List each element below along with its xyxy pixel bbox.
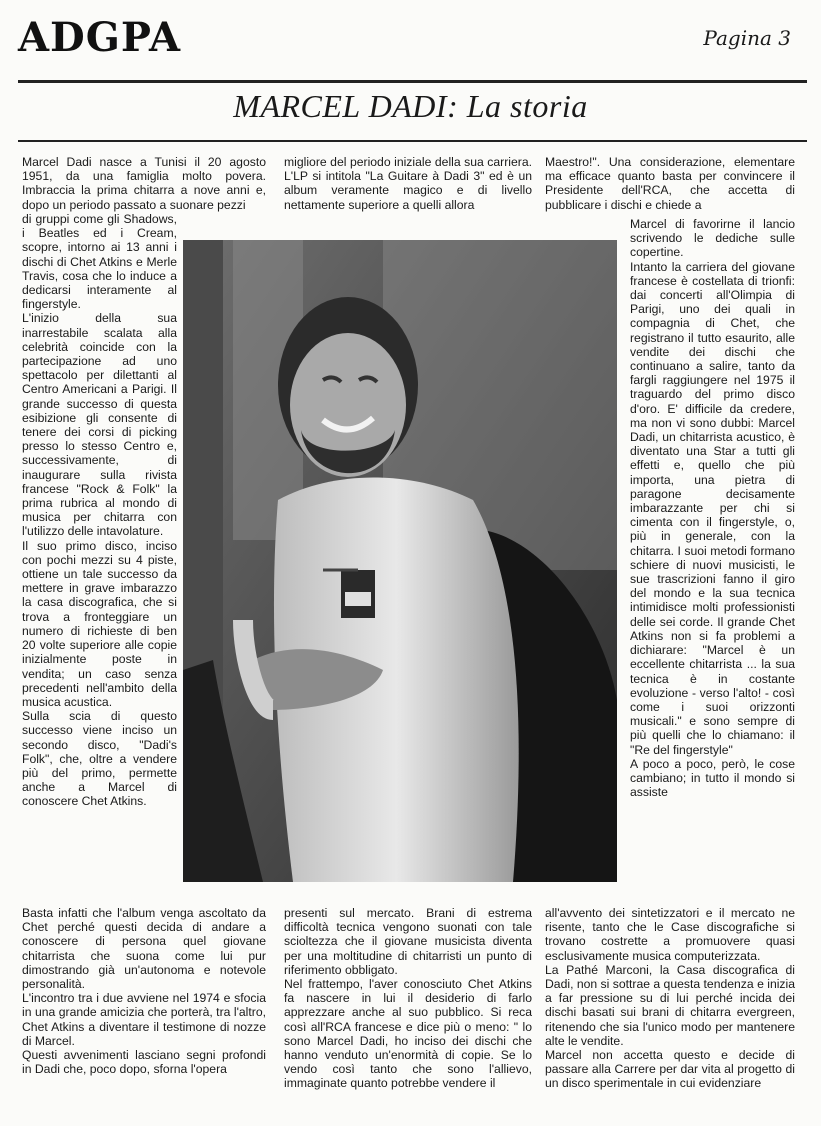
paragraph: A poco a poco, però, le cose cambiano; in tutto il mondo si assiste — [630, 756, 795, 800]
paragraph: Marcel di favorirne il lancio scrivendo le dediche sulle copertine. — [630, 217, 795, 260]
header-rule — [18, 80, 807, 83]
masthead-logo: ADGPA — [18, 14, 182, 61]
paragraph: L'incontro tra i due avviene nel 1974 e sfocia in una grande amicizia che porterà, tra l'altro, Chet Atkins a diventare il testimone di nozze di Marcel. — [22, 991, 266, 1048]
page-number: Pagina 3 — [703, 26, 791, 50]
paragraph: Nel frattempo, l'aver conosciuto Chet Atkins fa nascere in lui il desiderio di farlo apprezzare anche al suo pubblico. Si reca così all'RCA francese e dice più o meno: " lo sono Marcel Dadi, ho inciso dei dischi che hanno venduto un'enormità di copie. Se lo vendo così tanto che sono l'allievo, immaginate quanto potrebbe vendere il — [284, 977, 532, 1091]
col1-bottom-text — [22, 906, 266, 1076]
paragraph: di gruppi come gli Shadows, i Beatles ed i Cream, scopre, intorno ai 13 anni i dischi di Chet Atkins e Merle Travis, cosa che lo induce a dedicarsi interamente al fingerstyle. — [22, 212, 177, 312]
paragraph: Marcel non accetta questo e decide di passare alla Carrere per dar vita al progetto di un disco sperimentale in cui evidenziare — [545, 1048, 795, 1091]
paragraph: La Pathé Marconi, la Casa discografica di Dadi, non si sottrae a questa tendenza e inizia a far pressione su di lui perché incida dei dischi basati sui brani di chitarra evergreen, ritenendo che sia l'unico modo per mantenere alte le vendite. — [545, 962, 796, 1048]
paragraph: Intanto la carriera del giovane francese è costellata di trionfi: dai concerti all'Olimpia di Parigi, uno dei quali in compagnia di Chet, che registrano il tutto esaurito, alle vendite dei dischi che continuano a salire, tanto da fargli raggiungere nel 1975 il traguardo del primo disco d'oro. E' difficile da credere, ma non vi sono dubbi: Marcel Dadi, un chitarrista acustico, è diventato una Star a tutti gli effetti e, quello che più importa, una pietra di paragone decisamente imbarazzante per chi si cimenta con il fingerstyle, o, più in generale, con la chitarra. I suoi metodi formano schiere di nuovi musicisti, le sue trascrizioni fanno il giro del mondo e la sua tecnica intimidisce molti professionisti delle sei corde. Il grande Chet Atkins non si fa problemi a dichiarare: "Marcel è un eccellente chitarrista ... la sua tecnica è in costante evoluzione - verso l'alto! - così come i suoi orizzonti musicali." e sono sempre di più quelli che lo chiamano: il "Re del fingerstyle" — [630, 259, 795, 757]
paragraph: Questi avvenimenti lasciano segni profondi in Dadi che, poco dopo, sforna l'opera — [22, 1048, 266, 1077]
col3-top-text: Maestro!". Una considerazione, elementare ma efficace quanto basta per convincere il Presidente dell'RCA, che accetta di pubblicare i dischi e chiede a — [545, 155, 795, 212]
paragraph: all'avvento dei sintetizzatori e il mercato ne risente, tanto che le Case discografiche si trovano costrette a promuovere quasi esclusivamente musica computerizzata. — [545, 906, 795, 963]
article-title: MARCEL DADI: La storia — [233, 88, 588, 124]
paragraph: Basta infatti che l'album venga ascoltato da Chet perché questi decida di andare a conoscere di persona quel giovane chitarrista che suona come lui pur dimostrando già un'autonoma e notevole personalità. — [22, 906, 266, 992]
paragraph: Il suo primo disco, inciso con pochi mezzi su 4 piste, ottiene un tale successo da mettere in grave imbarazzo la casa discografica, che si trova a fronteggiare un numero di richieste di ben 20 volte superiore alle copie inizialmente poste in vendita; un caso senza precedenti nell'ambito della musica acustica. — [22, 538, 177, 709]
portrait-illustration — [183, 240, 617, 882]
portrait-photo — [183, 240, 617, 882]
title-rule — [18, 140, 807, 142]
paragraph: Sulla scia di questo successo viene inciso un secondo disco, "Dadi's Folk", che, oltre a vendere più del primo, permette anche a Marcel di conoscere Chet Atkins. — [22, 709, 177, 809]
col3-narrow-text — [630, 217, 795, 799]
paragraph: presenti sul mercato. Brani di estrema difficoltà tecnica vengono suonati con tale scioltezza che il giovane musicista diventa per una moltitudine di chitarristi un punto di riferimento obbligato. — [284, 906, 532, 977]
col3-bottom-text — [545, 906, 795, 1091]
col1-top-text: Marcel Dadi nasce a Tunisi il 20 agosto 1951, da una famiglia molto povera. Imbraccia la prima chitarra a nove anni e, dopo un periodo passato a suonare pezzi — [22, 155, 266, 212]
col2-top-text: migliore del periodo iniziale della sua carriera. L'LP si intitola "La Guitare à Dadi 3" ed è un album veramente magico e di livello nettamente superiore a quelli allora — [284, 155, 532, 212]
col1-narrow-text — [22, 212, 177, 809]
paragraph: L'inizio della sua inarrestabile scalata alla celebrità coincide con la partecipazione ad uno spettacolo per dilettanti al Centro Americani a Parigi. Il grande successo di questa esibizione gli consente di tenere dei corsi di picking presso lo stesso Centro e, successivamente, di inaugurare sulla rivista francese "Rock & Folk" la prima rubrica al mondo di musica per chitarra con l'utilizzo delle intavolature. — [22, 311, 177, 539]
col2-bottom-text — [284, 906, 532, 1091]
